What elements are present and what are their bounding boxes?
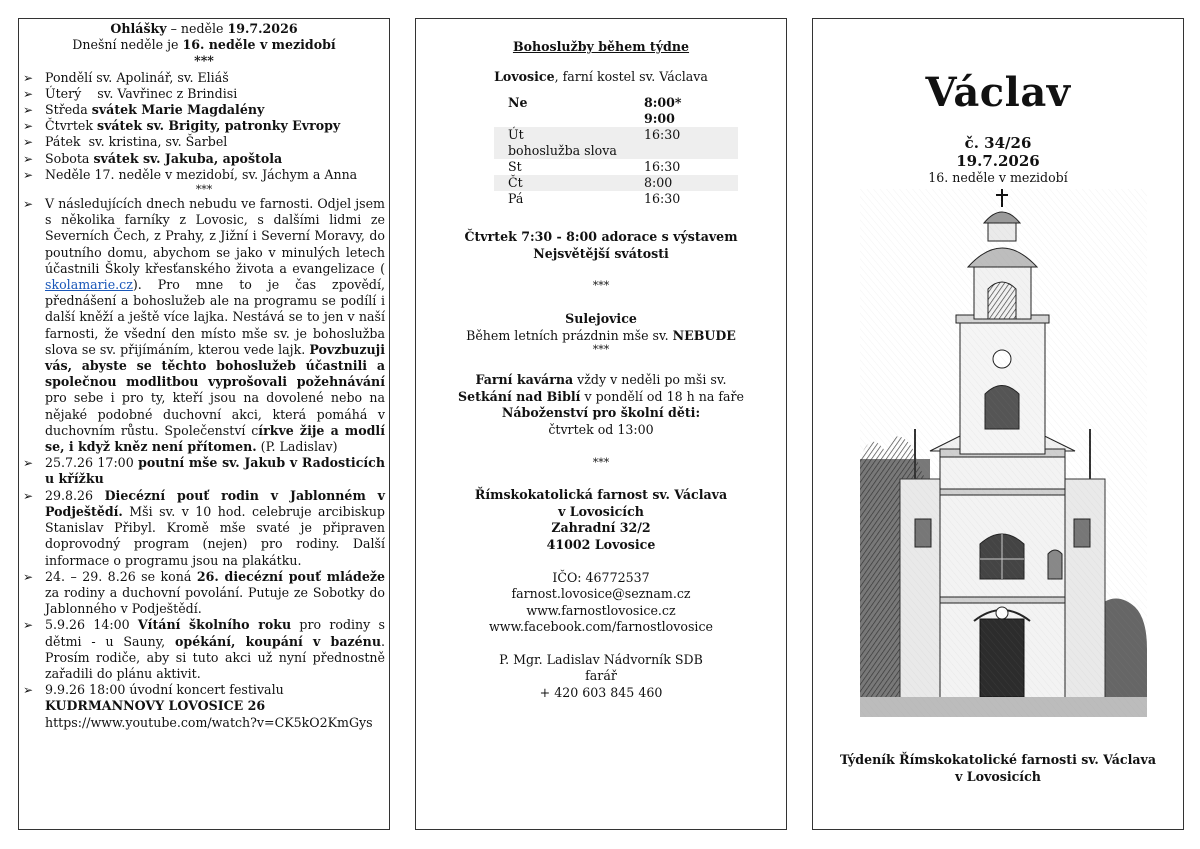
place-line — [436, 69, 766, 86]
day-item — [23, 102, 385, 118]
schedule-time: 8:00 — [630, 175, 738, 191]
separator: *** — [592, 343, 610, 357]
text: . Prosím rodiče, aby si tuto akci už nyní přednostně zařadili do plánu aktivit. — [45, 633, 385, 681]
list-item — [23, 455, 385, 487]
day-item — [23, 118, 385, 134]
school-time: čtvrtek od 13:00 — [548, 421, 654, 437]
day-item — [23, 167, 385, 183]
address-line: 41002 Lovosice — [546, 536, 656, 552]
separator: *** — [195, 183, 213, 197]
website: www.farnostlovosice.cz — [526, 602, 676, 618]
announcements-heading — [23, 21, 385, 37]
schedule-table — [494, 95, 738, 207]
schedule-row — [494, 175, 738, 191]
arrow-bullet-icon: ➢ — [23, 197, 34, 212]
day-text: Pátek sv. kristina, sv. Šarbel — [45, 134, 228, 150]
text: V následujících dnech nebudu ve farnosti. Odjel jsem s několika farníky z Lovosic, s dalšími lidmi ze Severních Čech, z Prahy, z Jižní i Severní Moravy, do poutního domu, abychom se jako v minulých letech účastnili Školy křesťanského života a evangelizace ( — [45, 196, 385, 276]
list-item — [23, 617, 385, 682]
day-item — [23, 70, 385, 86]
skolamarie-link[interactable]: skolamarie.cz — [45, 277, 133, 293]
day-text: Pondělí sv. Apolinář, sv. Eliáš — [45, 69, 229, 85]
day-text: Neděle 17. neděle v mezidobí, sv. Jáchym a Anna — [45, 166, 358, 182]
list-item — [23, 196, 385, 455]
text: vždy v neděli po mši sv. — [573, 372, 727, 388]
day-text: Středa — [45, 102, 92, 118]
text-bold: Povzbuzuji vás, abyste se těchto bohoslužeb účastnili a společnou modlitbou vyprošovali požehnávání — [45, 341, 385, 390]
separator: *** — [194, 53, 214, 69]
day-item — [23, 151, 385, 167]
schedule-day: Ne — [508, 95, 528, 111]
schedule-day: Pá — [508, 191, 524, 207]
cover-panel — [812, 18, 1184, 830]
schedule-time: 8:00* 9:00 — [644, 95, 682, 127]
text-bold: 26. diecézní pouť mládeže — [196, 568, 386, 584]
issue-number: č. 34/26 — [964, 134, 1032, 152]
youtube-url: https://www.youtube.com/watch?v=CK5kO2KmGys — [45, 714, 373, 730]
schedule-row — [494, 159, 738, 175]
arrow-bullet-icon: ➢ — [23, 456, 34, 471]
text: 29.8.26 — [45, 487, 105, 503]
text-bold: írkve žije a modlí se, i když kněz není přítomen. — [45, 422, 385, 455]
schedule-day: Čt — [494, 175, 630, 191]
separator: *** — [592, 455, 610, 469]
heading-date: 19.7.2026 — [227, 21, 298, 36]
day-item — [23, 134, 385, 150]
schedule-time: 16:30 — [630, 127, 738, 159]
arrow-bullet-icon: ➢ — [23, 103, 34, 118]
announcement-list — [23, 196, 385, 731]
text-bold: Vítání školního roku — [137, 617, 292, 633]
text: 24. – 29. 8.26 se koná — [45, 568, 197, 584]
arrow-bullet-icon: ➢ — [23, 135, 34, 150]
heading-label: Ohlášky — [110, 21, 167, 36]
arrow-bullet-icon: ➢ — [23, 167, 34, 182]
text: za rodiny a duchovní povolání. Putuje ze Sobotky do Jablonného v Podještědí. — [45, 584, 385, 617]
services-panel — [415, 18, 787, 830]
arrow-bullet-icon: ➢ — [23, 618, 34, 633]
day-text: Čtvrtek — [45, 118, 97, 134]
heading-sep: – neděle — [166, 21, 228, 36]
priest-role: farář — [585, 668, 617, 684]
arrow-bullet-icon: ➢ — [23, 70, 34, 85]
day-text: Sobota — [45, 150, 94, 166]
school-title: Náboženství pro školní děti: — [501, 405, 701, 421]
text-bold: Diecézní pouť rodin v Jablonném v Podještědí. — [45, 487, 385, 519]
newsletter-title: Václav — [925, 69, 1071, 116]
cafe-line — [436, 372, 766, 389]
sulejovice-line — [436, 328, 766, 345]
address-line: Římskokatolická farnost sv. Václava — [474, 487, 728, 503]
address-line: Zahradní 32/2 — [551, 520, 651, 536]
issue-block — [813, 134, 1183, 170]
day-text: Úterý sv. Vavřinec z Brindisi — [45, 85, 238, 101]
arrow-bullet-icon: ➢ — [23, 683, 34, 698]
announcements-panel — [18, 18, 390, 830]
list-item — [23, 569, 385, 618]
sunday-line — [23, 37, 385, 53]
schedule-row — [494, 127, 738, 159]
text: 25.7.26 17:00 — [45, 455, 139, 471]
feast-name: svátek sv. Brigity, patronky Evropy — [96, 118, 341, 134]
text-bold: Farní kavárna — [475, 372, 574, 388]
separator: *** — [592, 279, 610, 293]
services-heading: Bohoslužby během týdne — [512, 39, 690, 54]
list-item — [23, 488, 385, 569]
text: Mši sv. v 10 hod. celebruje arcibiskup Stanislav Přibyl. Kromě mše svaté je připraven doprovodný program (nejen) pro rodiny. Další informace o programu jsou na plakátku. — [45, 503, 385, 568]
arrow-bullet-icon: ➢ — [23, 151, 34, 166]
parish-address — [436, 487, 766, 553]
phone: + 420 603 845 460 — [539, 685, 663, 701]
text: ). Pro mne to je čas zpovědí, přednášení a bohoslužeb ale na programu se podílí i další kněží a ještě více lajka. Nestává se to jen v naší farnosti, že všední den místo mše sv. je bohoslužba slova se sv. přijímáním, kterou vede lajk. — [45, 277, 385, 357]
feast-name: svátek Marie Magdalény — [91, 102, 265, 118]
schedule-day: St — [508, 159, 522, 175]
address-line: v Lovosicích — [558, 503, 644, 519]
sulejovice-title: Sulejovice — [565, 310, 637, 326]
text: 9.9.26 18:00 úvodní koncert festivalu — [45, 682, 284, 698]
church-illustration — [860, 189, 1147, 717]
schedule-row — [494, 191, 738, 207]
ico: IČO: 46772537 — [552, 569, 650, 585]
schedule-time: 16:30 — [644, 191, 681, 207]
bible-line — [436, 389, 766, 406]
priest-name: P. Mgr. Ladislav Nádvorník SDB — [499, 651, 703, 667]
text-bold: opékání, koupání v bazénu — [175, 633, 381, 649]
schedule-day: Út bohoslužba slova — [494, 127, 630, 159]
text: pro rodiny s dětmi - u Sauny, — [45, 617, 386, 649]
list-item — [23, 682, 385, 731]
facebook: www.facebook.com/farnostlovosice — [489, 619, 713, 635]
text: pro sebe i pro ty, kteří jsou na dovolené nebo na nějaké podobné duchovní akci, která pomáhá v duchovním růstu. Společenství c — [45, 390, 385, 438]
place-name: Lovosice — [494, 68, 555, 84]
issue-date: 19.7.2026 — [956, 152, 1040, 170]
arrow-bullet-icon: ➢ — [23, 119, 34, 134]
schedule-time: 16:30 — [644, 159, 681, 175]
arrow-bullet-icon: ➢ — [23, 488, 34, 503]
schedule-row — [494, 95, 738, 127]
text: 5.9.26 14:00 — [45, 617, 138, 633]
sunday-name: 16. neděle v mezidobí — [182, 37, 336, 53]
sunday-name: 16. neděle v mezidobí — [928, 170, 1068, 185]
festival-name: KUDRMANNOVY LOVOSICE 26 — [45, 698, 266, 714]
email: farnost.lovosice@seznam.cz — [511, 586, 691, 602]
feast-name: svátek sv. Jakuba, apoštola — [93, 150, 283, 166]
footer-line2: v Lovosicích — [955, 769, 1041, 784]
text: Během letních prázdnin mše sv. — [466, 327, 673, 343]
text: v pondělí od 18 h na faře — [580, 388, 744, 404]
text-bold: poutní mše sv. Jakub v Radosticích u křížku — [45, 455, 385, 487]
newsletter-footer — [813, 751, 1183, 785]
place-rest: , farní kostel sv. Václava — [554, 68, 708, 84]
sunday-prefix: Dnešní neděle je — [72, 37, 183, 53]
footer-line1: Týdeník Římskokatolické farnosti sv. Václava — [839, 752, 1157, 767]
signature: (P. Ladislav) — [256, 439, 338, 455]
day-item — [23, 86, 385, 102]
adoration-text: Čtvrtek 7:30 - 8:00 adorace s výstavem Nejsvětější svátosti — [464, 229, 738, 261]
text-bold: NEBUDE — [672, 327, 736, 343]
arrow-bullet-icon: ➢ — [23, 569, 34, 584]
arrow-bullet-icon: ➢ — [23, 86, 34, 101]
text-bold: Setkání nad Biblí — [458, 388, 581, 404]
week-days-list — [23, 70, 385, 183]
